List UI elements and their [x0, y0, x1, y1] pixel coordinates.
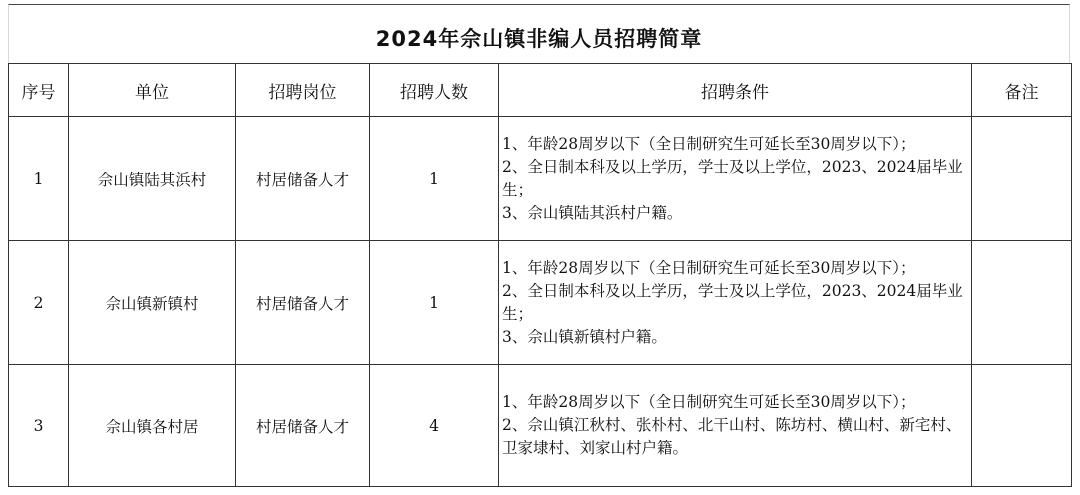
header-conditions: 招聘条件	[499, 64, 972, 117]
table-row	[9, 365, 1072, 487]
condition-line: 1、年龄28周岁以下（全日制研究生可延长至30周岁以下）；	[502, 258, 916, 277]
header-position: 招聘岗位	[236, 64, 370, 117]
cell-remarks	[972, 117, 1072, 241]
header-remarks: 备注	[972, 64, 1072, 117]
condition-line: 2、全日制本科及以上学历，学士及以上学位，2023、2024届毕业生；	[502, 281, 963, 323]
table-header-row	[9, 64, 1072, 117]
condition-line: 2、全日制本科及以上学历，学士及以上学位，2023、2024届毕业生；	[502, 157, 963, 199]
cell-count: 4	[370, 365, 499, 487]
condition-line: 3、佘山镇新镇村户籍。	[502, 327, 667, 346]
cell-position: 村居储备人才	[236, 117, 370, 241]
title-box	[8, 4, 1070, 63]
table-row	[9, 117, 1072, 241]
recruitment-document	[8, 4, 1071, 488]
cell-index: 3	[9, 365, 69, 487]
header-count: 招聘人数	[370, 64, 499, 117]
cell-index: 2	[9, 241, 69, 365]
cell-conditions	[499, 365, 972, 487]
cell-remarks	[972, 365, 1072, 487]
condition-line: 1、年龄28周岁以下（全日制研究生可延长至30周岁以下）；	[502, 134, 916, 153]
cell-count: 1	[370, 117, 499, 241]
cell-unit: 佘山镇各村居	[69, 365, 236, 487]
header-unit: 单位	[69, 64, 236, 117]
document-title: 2024年佘山镇非编人员招聘简章	[375, 27, 703, 51]
cell-index: 1	[9, 117, 69, 241]
cell-count: 1	[370, 241, 499, 365]
table-row	[9, 241, 1072, 365]
condition-line: 2、佘山镇江秋村、张朴村、北干山村、陈坊村、横山村、新宅村、卫家埭村、刘家山村户籍。	[502, 416, 962, 457]
cell-unit: 佘山镇陆其浜村	[69, 117, 236, 241]
cell-remarks	[972, 241, 1072, 365]
condition-line: 3、佘山镇陆其浜村户籍。	[502, 203, 683, 222]
cell-conditions	[499, 117, 972, 241]
condition-line: 1、年龄28周岁以下（全日制研究生可延长至30周岁以下）；	[502, 393, 916, 411]
cell-position: 村居储备人才	[236, 365, 370, 487]
header-index: 序号	[9, 64, 69, 117]
cell-conditions	[499, 241, 972, 365]
cell-unit: 佘山镇新镇村	[69, 241, 236, 365]
recruitment-table	[8, 63, 1072, 487]
cell-position: 村居储备人才	[236, 241, 370, 365]
